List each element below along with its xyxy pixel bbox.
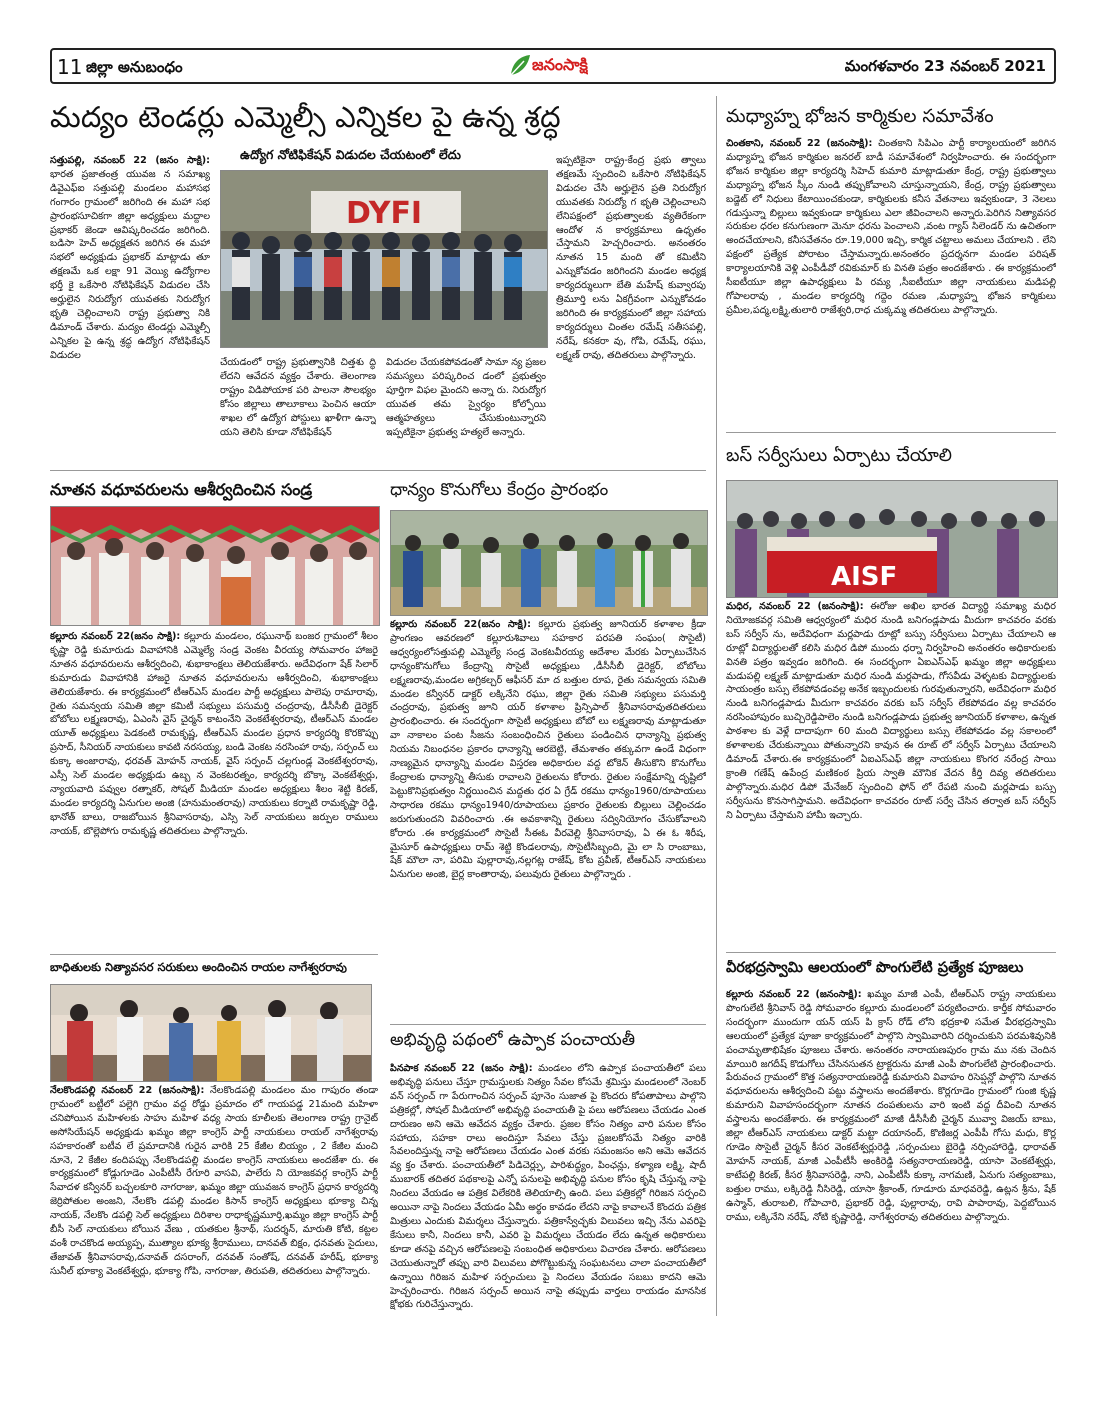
lead-body-2: చేయడంలో రాష్ట్ర ప్రభుత్వానికి చిత్తశు ద్ధి లేదని ఆవేదన వ్యక్తం చేశారు. తెలంగాణ రాష్ట్రం విడిపోయాక పరి పాలనా సౌలభ్యం కోసం జిల్లాలు తాలూకాలు పెంచిన ఆయా శాఖల లో ఉద్యోగ పోస్టులు ఖాళీగా ఉన్నా యని తెలిసి కూడా నోటిఫికేషన్ [220,357,376,438]
divider-right-2 [726,952,1056,953]
masthead [50,48,1056,84]
relief-dateline: నేలకొండపల్లి నవంబర్ 22 (జనంసాక్షి): [50,1085,205,1096]
village-body: మండలం లోని ఉప్పాక పంచాయతీలో పలు అభివృద్ధి పనులు చేస్తూ గ్రామస్తులకు నిత్యం సేవల కోసమే శ్రమిస్తు మండలంలో నెంబర్ వన్ సర్పంచ్ గా పేరుగాంచిన సర్పంచ్ పూనెం సుజాత పై కొందరు కోపతాపాలు పాల్గొని పత్రికల్లో, సోషల్ మీడియాలో అభివృద్ధి పంచాయతీ పై పలు ఆరోపణలు చేయడం ఎంత దారుణం అని ఆమె ఆవేదన వ్యక్తం చేశారు. ప్రజల కోసం నిత్యం వారి పనుల కోసం సహాయ, సహకా రాలు అందిస్తూ సేవలు చేస్తు ప్రజలకోసమే నిత్యం వారికి సేవలందిస్తున్న నాపై ఆరోపణలు చేయడం ఎంత వరకు సమంజసం అని ఆమె ఆవేదన వ్య క్తం చేశారు. పంచాయతీలో పిడిచెర్ల్పు, పారిశుద్ధ్యం, పింఛన్లు, కళ్యాణ లక్ష్మి, షాదీ ముబారక్ తదితర పథకాలపై ఎన్నో పనులపై అభివృద్ధి పనుల కోసం కృషి చేస్తున్న నాపై నిందలు వేయడం ఆ పత్రిక విలేకరికి తెలియాల్సి ఉంది. పలు పత్రికల్లో గిరిజన సర్పంచి అయినా నాపై నిందలు వేయడం ఏమీ అర్థం కావడం లేదని నాపై కావాలనే కొందరు పత్రిక మిత్రులు ఎందుకు విమర్శలు చేస్తున్నారు. పత్రికాస్వేచ్ఛకు విలువలు ఇచ్చి నేను ఎవరిపై కేసులు కానీ, నిందలు కానీ, ఎవరి పై విమర్శలు చేయడం లేదు ఉన్నత అధికారులు కూడా తనపై వచ్చిన ఆరోపణలపై సంబంధిత అధికారులు విచారణ చేశారు. ఆరోపణలు చెయుతున్నారో తప్పు వారి విలువలు పోగొట్టుకున్న సంఘటనలు చాలా పంచాయతీలో ఉన్నాయి గిరిజన మహిళ సర్పంచులు పై నిందలు వేయడం సబబు కాదని ఆమె హెచ్చరించారు. గిరిజన సర్పంచ్ అయిన నాపై తప్పుడు వార్తలు రాయడం మానసిక క్షోభకు గురిచేస్తున్నారు. [390,1063,706,1311]
village-dateline: పినపాక నవంబర్ 22 (జనం సాక్షి): [390,1063,533,1074]
lead-column-1 [50,154,210,456]
couple-headline: నూతన వధూవరులను ఆశీర్వదించిన సండ్ర [50,480,313,499]
bus-dateline: మధిర, నవంబర్ 22 (జనంసాక్షి): [726,601,864,612]
meals-headline: మధ్యాహ్న భోజన కార్మికుల సమావేశం [726,106,994,127]
logo [508,52,620,80]
vertical-divider [716,96,717,1316]
issue-date: మంగళవారం 23 నవంబర్ 2021 [844,57,1046,75]
divider-mid-1 [390,1024,706,1025]
lead-photo [220,170,548,348]
grain-story [390,618,706,1022]
lead-body-1: భారత ప్రజాతంత్ర యువజ న సమాఖ్య డివైఎఫ్ఐ సత్తుపల్లి మండలం మహాసభ గంగారం గ్రామంలో జరిగింది ఈ మహా సభ ప్రారంభసూచికగా జిల్లా అధ్యక్షులు మద్దాల ప్రభాకర్ జెండా ఆవిష్కరించడం జరిగింది. బడిసా హెచ్ అధ్యక్షతన జరిగిన ఈ మహా సభలో అధ్యక్షుడు ప్రభాకర్ మాట్లాడు తూ తక్షణమే ఒక లక్షా 91 వెయ్యి ఉద్యోగాల భర్తీ కై ఒకేసారి నోటిఫికేషన్ విడుదల చేసి అర్హులైన నిరుద్యోగ యువతకు నిరుద్యోగ భృతి చెల్లించాలని రాష్ట్ర ప్రభుత్వా నికి డిమాండ్ చేశారు. మద్యం టెండర్లు ఎమ్మెల్సీ ఎన్నికల పై ఉన్న శ్రద్ధ ఉద్యోగ నోటిఫికేషన్ విడుదల [50,168,210,361]
lead-column-2 [220,356,376,456]
grain-headline: ధాన్యం కొనుగోలు కేంద్రం ప్రారంభం [390,480,609,500]
banner-text: AISF [831,562,898,592]
temple-headline: వీరభద్రస్వామి ఆలయంలో పొంగులేటి ప్రత్యేక పూజలు [726,960,1024,976]
grain-photo [390,510,708,616]
lead-column-4 [556,154,706,456]
bus-body: ఈరోజు అఖిల భారత విద్యార్థి సమాఖ్య మధిర నియోజకవర్గ సమితి ఆధ్వర్యంలో మధిర నుండి బనిగండ్లపాడు మీదుగా కాచవరం వరకు బస్ సర్వీస్ ను, అదేవిధంగా మర్లపాడు రూట్లో బస్సు సర్వీసులు ఏర్పాటు చేయాలని ఆ రూట్లో విద్యార్థులతో కలిసి మధిర డిపో ముందు ధర్నా నిర్వహించి అనంతరం అధికారులకు వినతి పత్రం ఇవ్వడం జరిగింది. ఈ సందర్భంగా ఏఐఎస్ఎఫ్ ఖమ్మం జిల్లా అధ్యక్షులు మడుపల్లి లక్ష్మణ్ మాట్లాడుతూ మధిర నుండి మర్లపాడు, గోసవీడు వెళ్ళటకు విద్యార్థులకు సాయంత్రం బస్సు లేకపోవడంవల్ల అనేక ఇబ్బందులకు గురవుతున్నారని, అదేవిధంగా మధిర నుండి బనిగండ్లపాడు మీదుగా కాచవరం వరకు బస్ సర్వీస్ లేకపోవడం వల్ల కాచవరం నరసింహాపురం బుచ్చిరెడ్డిపాలెం నుండి బనిగండ్లపాడు ప్రభుత్వ జూనియర్ కళాశాల, ఉన్నత పాఠశాల కు వెళ్లే దాదాపుగా 60 మంది విద్యార్థులు బస్సు లేకపోవడం వల్ల సకాలంలో కళాశాలకు చేరుకున్నాయి పోతున్నారని కావున ఈ రూట్ లో సర్వీస్ ఏర్పాటు చేయాలని డిమాండ్ చేశారు.ఈ కార్యక్రమంలో ఏఐఎస్ఎఫ్ జిల్లా నాయకులు కొంగర నరేంద్ర సాయి క్రాంతి గణేష్ ఉపేంద్ర మణికంఠ ప్రియ స్వాతి మౌనిక వేదన కీర్తి దివ్య తదితరులు పాల్గొన్నారు.మధిర డిపో మేనేజర్ స్పందించి ఫోన్ లో రేపటి నుంచి మర్లపాడు బస్సు సర్వీసును కొనసాగిస్తామని. అదేవిధంగా కాచవరం రూట్ సర్వే చేసిన తర్వాత బస్ సర్వీస్ ని ఏర్పాటు చేస్తామని హామీ ఇచ్చారు. [726,601,1056,821]
lead-headline: మద్యం టెండర్లు ఎమ్మెల్సీ ఎన్నికల పై ఉన్న శ్రద్ధ [50,100,561,134]
logo-leaf-icon [508,53,532,79]
grain-dateline: కల్లూరు నవంబర్ 22(జనం సాక్షి): [390,619,532,630]
temple-story [726,988,1056,1318]
relief-story [50,1084,378,1318]
lead-subhead: ఉద్యోగ నోటిఫికేషన్ విడుదల చేయటంలో లేదు [240,147,461,162]
village-story [390,1062,706,1318]
couple-dateline: కల్లూరు నవంబర్ 22(జనం సాక్షి): [50,631,181,642]
divider-left-2 [50,954,378,955]
lead-column-3 [386,356,546,456]
temple-dateline: కల్లూరు నవంబర్ 22 (జనంసాక్షి): [726,989,862,1000]
bus-photo [726,480,1058,598]
temple-body: ఖమ్మం మాజీ ఎంపీ, టీఆర్ఎస్ రాష్ట్ర నాయకులు పొంగులేటి శ్రీనివాస్ రెడ్డి సోమవారం కల్లూరు మండలంలో పర్యటించారు. కార్తీక సోమవారం సందర్భంగా ముందుగా యన్ యస్ పి క్రాస్ రోడ్ లోని భద్రకాళి సమేత వీరభద్రస్వామి ఆలయంలో ప్రత్యేక పూజా కార్యక్రమంలో పాల్గొని స్వామివారిని దర్శించుకుని పరమశివునికి పంచామృతాభిషేకం పూజలు చేశారు. అనంతరం నారాయణపురం గ్రామ ము నకు చెందిన మాయిరి జగదీష్ కొడుగోలు చేసినసుతన ట్రాక్టరును మాజీ ఎంపీ పొంగులేటి ప్రారంభించారు. పేరువంచ గ్రామంలో కొత్త సత్యనారాయణరెడ్డి కుమారుని వివాహం రిసెప్షన్లో పాల్గొని నూతన వధూవరులను ఆశీర్వదించి పట్టు వస్త్రాలను అందజేశారు. కొర్లగూడెం గ్రామంలో గుంజి కృష్ణ కుమారుని వివాహసందర్భంగా నూతన దంపతులను వారి ఇంటి వద్ద దీవించి నూతన వస్త్రాలను అందజేశారు. ఈ కార్యక్రమంలో మాజీ డీసీసీబీ చైర్మన్ మువ్వా విజయ్ బాబు, జిల్లా టీఆర్ఎస్ నాయకులు డాక్టర్ మట్టా దయానంద్, కొణిజర్ల ఎంపీపీ గోసు మధు, కొర్ల గూడెం సొసైటీ చైర్మన్ కీసర వెంకటేశ్వర్లురెడ్డి ,సర్పంచులు బైరెడ్డి నర్సింహారెడ్డి, ధారావత్ మోహన్ నాయక్, మాజీ ఎంపీటీసీ అంకిరెడ్డి సత్యనారాయణరెడ్డి, యాసా వెంకటేశ్వర్లు, కాటేపల్లి కిరణ్, కీసర శ్రీనివాసరెడ్డి, నాని, ఎంపీటీసీ కుక్కా నాగమణి, ఏనుగు సత్యంబాబు, బత్తుల రాము, లక్కిరెడ్డి నీసిరెడ్డి, యాసా శ్రీకాంత్, గూడూరు మాధవరెడ్డి, ఉట్లన శ్రీను, షేక్ ఉస్మాన్, తురాబలి, గోపాచారి, ప్రభాకర్ రెడ్డి, పుల్లారావు, రావి పాపారావు, పెద్దబోయిన రాము, లక్కినేని నరేష్, నోటి కృష్ణారెడ్డి, నాగేశ్వరరావు తదితరులు పాల్గొన్నారు. [726,989,1056,1223]
grain-body: కల్లూరు ప్రభుత్వ జూనియర్ కళాశాల క్రీడా ప్రాంగణం ఆవరణలో కల్లూరుశివాలు సహకార పరపతి సంఘం( సొసైటీ) ఆధ్వర్యంలోసత్తుపల్లి ఎమ్మెల్యే సండ్ర వెంకటవీరయ్య ఆదేశాల మేరకు ఏర్పాటుచేసిన ధాన్యంకొనుగోలు కేంద్రాన్ని సొసైటీ అధ్యక్షులు ,డీసీసీబీ డైరెక్టర్, బోబోలు లక్ష్మణరావు,మండల అగ్రికల్చర్ ఆఫీసర్ మా ద బత్తుల రూప, రైతు సమన్వయ సమితి మండల కన్వీనర్ డాక్టర్ లక్కినేని రఘు, జిల్లా రైతు సమితి సభ్యులు పసుమర్తి చంద్రరావు, ప్రభుత్వ జూని యర్ కళాశాల ప్రిన్సిపాల్ శ్రీనివాసరావుతదితరులు ప్రారంభించారు. ఈ సందర్భంగా సొసైటీ అధ్యక్షులు బోబో లు లక్ష్మణరావు మాట్లాడుతూ వా నాకాలం పంట సీజను సంబంధించిన రైతులు పండించిన ధాన్యాన్ని ప్రభుత్వ నియమ నిబంధనల ప్రకారం ధాన్యాన్ని ఆరబెట్టి, తేమశాతం తక్కువగా ఉండే విధంగా నాణ్యమైన ధాన్యాన్ని మండల విస్తరణ అధికారుల వద్ద టోకెన్ తీసుకొని కొనుగోలు కేంద్రాలకు ధాన్యాన్ని తీసుకు రావాలని రైతులను కోరారు. రైతుల సంక్షేమాన్ని దృష్టిలో పెట్టుకొనిప్రభుత్వం నిర్ణయించిన మద్దతు ధర ఏ గ్రేడ్ రకము ధాన్యం1960/రూపాయలు సాధారణ రకము ధాన్యం1940/రూపాయలు ప్రకారం రైతులకు బిల్లులు చెల్లించడం జరుగుతుందని వివరించారు .ఈ అవకాశాన్ని రైతులు సద్వినియోగం చేసుకోవాలని కోరారు .ఈ కార్యక్రమంలో సొసైటీ సీఈఓ వీరవెల్లి శ్రీనివాసరావు, ఏ ఈ ఓ శిరీష, మైసూర్ ఉపాధ్యక్షులు రామ్ శెట్టి కొండలరావు, సొసైటీసిబ్బంది, మై లా సి రాంబాబు, షేక్ మౌలా నా, పరిమి పుల్లారావు,నల్లగట్ల రాజేష్, కోట ప్రవీణ్, టీఆర్ఎస్ నాయకులు ఏనుగుల అంజి, బైర్ల కాంతారావు, పలువురు రైతులు పాల్గొన్నారు . [390,619,706,881]
divider-right-1 [726,432,1056,433]
couple-body: కల్లూరు మండలం, రఘునాథ్ బంజర గ్రామంలో శీలం కృష్ణా రెడ్డి కుమారుడు వివాహానికి ఎమ్మెల్యే సండ్ర వెంకట వీరయ్య సోమవారం హాజరై నూతన వధూవరులను ఆశీర్వదించి, శుభాకాంక్షలు తెలియజేశారు. అదేవిధంగా షేక్ సిలార్ కుమారుడు వివాహానికి హాజరై నూతన వధూవరులను ఆశీర్వదించి, శుభాకాంక్షలు తెలియజేశారు. ఈ కార్యక్రమంలో టీఆర్ఎస్ మండల పార్టీ అధ్యక్షులు పాలెపు రామారావు, రైతు సమన్వయ సమితి జిల్లా కమిటీ సభ్యులు పసుమర్తి చంద్రరావు, డీసీసీబీ డైరెక్టర్ బోబోలు లక్ష్మణరావు, ఏఎంసి వైస్ చైర్మన్ కాటంనేని వెంకటేశ్వరరావు, టీఆర్ఎస్ మండల యూత్ అధ్యక్షులు పెడకంటి రామకృష్ణ, టీఆర్ఎస్ మండల ప్రధాన కార్యదర్శి కొరకొప్పు ప్రసాద్, సీనియర్ నాయకులు కావటి నరసయ్య, బండి వెంకట నరసింహా రావు, సర్పంచ్ లు కుక్కా అంజారావు, ధరవత్ మోహన్ నాయక్, వైస్ సర్పంచ్ చల్లగుండ్ల వెంకటేశ్వరరావు, ఎస్సీ సెల్ మండల అధ్యక్షుడు ఉబ్బ న వెంకటరత్నం, కార్యదర్శి బొక్కా వెంకటేశ్వర్లు, న్యాయవాది పవ్వుల రత్నాకర్, సోషల్ మీడియా మండల అధ్యక్షులు శీలం శెట్టి కిరణ్, మండల కార్యదర్శి ఏనుగుల అంజి (హనుమంతరావు) నాయకులు కర్నాటి రామకృష్ణా రెడ్డి, భానోత్ బాలు, రాజబోయిన శ్రీనివాసరావు, ఎస్సి సెల్ నాయకులు జర్పుల రాములు నాయక్, బొల్లెపోగు రామకృష్ణ తదితరులు పాల్గొన్నారు. [50,631,378,837]
divider-left-1 [50,470,706,471]
lead-subhead-box [220,147,545,169]
relief-photo [50,984,372,1082]
village-headline: అభివృద్ధి పథంలో ఉప్పాక పంచాయతీ [390,1030,636,1050]
page-number: 11 [57,55,83,79]
bus-headline: బస్ సర్వీసులు ఏర్పాటు చేయాలి [726,445,952,466]
section-name: జిల్లా అనుబంధం [86,58,183,76]
relief-headline: బాధితులకు నిత్యావసర సరుకులు అందించిన రాయల నాగేశ్వరరావు [50,960,347,974]
lead-body-3: విడుదల చేయకపోవడంతో సామా న్య ప్రజల సమస్యలు పరిష్కరించ డంలో ప్రభుత్వం పూర్తిగా విఫల మైందని అన్నా రు. నిరుద్యోగ యువత తమ స్వైర్యం కోల్పోయి ఆత్మహత్యలు చేసుకుంటున్నారని ఇప్పటికైనా ప్రభుత్వ హత్యలే అన్నారు. [386,357,546,438]
couple-photo [50,506,380,626]
couple-story [50,630,378,948]
logo-text: జనంసాక్షి [532,55,588,74]
meals-body: చింతకాని సిపిఎం పార్టీ కార్యాలయంలో జరిగిన మధ్యాహ్న భోజన కార్మికుల జనరల్ బాడీ సమావేశంలో నిర్వహించారు. ఈ సందర్భంగా భోజన కార్మికుల జిల్లా కార్యదర్శి సిహెచ్ కుమారి మాట్లాడుతూ కేంద్ర, రాష్ట్ర ప్రభుత్వాలు మధ్యాహ్న భోజన స్కీం నుండి తప్పుకోవాలని చూస్తున్నాయని, కేంద్ర, రాష్ట్ర ప్రభుత్వాలు బడ్జెట్ లో నిధులు కేటాయించకుండా, కార్మికులకు కనీస వేతనాలు ఇవ్వకుండా, 3 నెలలు గడుస్తున్నా బిల్లులు ఇవ్వకుండా కార్మికులు ఎలా జీవించాలని అన్నారు.పెరిగిన నిత్యావసర సరుకుల ధరల కనుగుణంగా మెనూ ధరను పెంచాలని ,వంట గ్యాస్ సిలెండర్ ను ఉచితంగా అందచేయాలని, కనీసవేతనం రూ.19,000 ఇచ్చి, కార్మిక చట్టాలు అమలు చేయాలని . లేని పక్షంలో ప్రత్యేక పోరాటం చేస్తామన్నారు.అనంతరం ప్రదర్శనగా మండల పరిషత్ కార్యాలయానికి వెళ్లి ఎంపీడీవో రవికుమార్ కు వినతి పత్రం అందజేశారు . ఈ కార్యక్రమంలో సీఐటీయూ జిల్లా ఉపాధ్యక్షులు పి రమ్య ,సీఐటీయూ జిల్లా నాయకులు మడిపల్లి గోపాలరావు , మండల కార్యదర్శి గద్దెం రమణ ,మధ్యాహ్న భోజన కార్మికులు ప్రమీల,పద్మ,లక్ష్మి,తులారి రాజేశ్వరి,రాధ చుక్కమ్మ తదితరులు పాల్గొన్నారు. [726,138,1056,316]
svg-text:DYFI: DYFI [346,196,423,231]
relief-body: నేలకొండపల్లి మండలం మం గాపురం తండా గ్రామంలో బట్టీలో పల్లెగి గ్రామం వద్ద రోడ్డు ప్రమాదం లో గాయపడ్డ 21మంది మహిళా చనిపోయిన మహిళలకు సాహు మహిళ వధ్య సాయ కూలీలకు తెలంగాణ రాష్ట్ర గ్రానైట్ అసోసియేషన్ అధ్యక్షుడు ఖమ్మం జిల్లా కాంగ్రెస్ పార్టీ నాయకులు రాయల్ నాగేశ్వరావు సహకారంతో బటీవ లే ప్రమాదానికి గురైన వారికి 25 కేజీల బియ్యం , 2 కేజీల మంచి నూనె, 2 కేజీల కందిపప్పు నేలకొండపల్లి మండల కాంగ్రెస్ నాయకులు అందజేశా రు. ఈ కార్యక్రమంలో కోడ్లుగూడెం ఎంపీటీసీ రేగూరి వాసవి, పాలేరు ని యోజకవర్గ కాంగ్రెస్ పార్టీ సేవాదళ కన్వీనర్ బచ్చలకూరి నాగరాజు, ఖమ్మం జిల్లా యువజన కాంగ్రెస్ ప్రధాన కార్యదర్శి జెర్రిపోతుల అంజని, నేలకొం డపల్లి మండల కిసాన్ కాంగ్రెస్ అధ్యక్షులు భూక్యా చిన్న నాయక్, నేలకొం డపల్లి సెల్ అధ్యక్షులు దిరిశాల రాధాకృష్ణమూర్తి,ఖమ్మం జిల్లా కాంగ్రెస్ పార్టీ బీసీ సెల్ నాయకులు బోయిన వేణు , యతకుల శ్రీనాథ్, సుదర్శన్, మారుతి కోటి, కట్టల వంశీ రాచకొండ అయ్యప్ప, ముత్యాల భూక్య శ్రీరాములు, దానవత్ బిక్షం, ధనవతు సైదులు, తేజావత్ శ్రీనివాసరావు,దనావత్ దసరాంగ్, దనవత్ సంతోష్, దనవత్ హరీష్, భూక్యా సునీల్ భూక్యా వెంకటేశ్వర్లు, భూక్యా గోపి, నాగరాజు, తిరుపతి, తదితరులు పాల్గొన్నారు. [50,1085,378,1277]
meals-dateline: చింతకాని, నవంబర్ 22 (జనంసాక్షి): [726,138,873,149]
lead-body-4: ఇప్పటికైనా రాష్ట్ర-కేంద్ర ప్రభు త్వాలు తక్షణమే స్పందించి ఒకేసారి నోటిఫికేషన్ విడుదల చేసి అర్హులైన ప్రతి నిరుద్యోగ యువతకు నిరుద్యో గ భృతి చెల్లించాలని లేనిపక్షంలో ప్రభుత్వాలకు వ్యతిరేకంగా ఆందోళ న కార్యక్రమాలు ఉధృతం చేస్తామని హెచ్చరించారు. అనంతరం నూతన 15 మంది తో కమిటీని ఎన్నుకోవడం జరిగిందని మండల అధ్యక్ష కార్యదర్శులుగా బేతి మహేష్ కువ్వారపు త్రిమూర్తి లను ఏకగ్రీవంగా ఎన్నుకోవడం జరిగింది ఈ కార్యక్రమంలో జిల్లా సహాయ కార్యదర్శులు చింతల రమేష్ సతీసపల్లి, నరేష్, కనకరా వు, గోపి, రమేష్, రఘు, లక్ష్మణ్ రావు, తదితరులు పాల్గొన్నారు. [556,155,706,361]
lead-dateline: సత్తుపల్లి, నవంబర్ 22 (జనం సాక్షి): [50,155,210,166]
bus-story [726,600,1056,946]
meals-story [726,137,1056,425]
